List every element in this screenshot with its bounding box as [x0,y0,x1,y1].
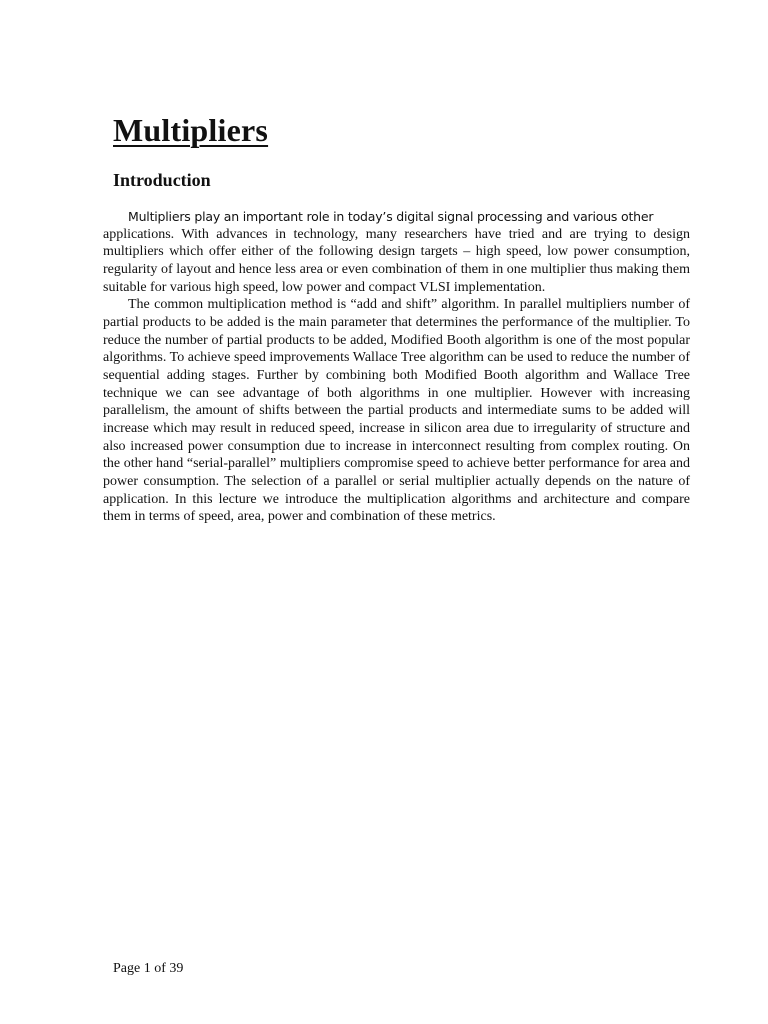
page-number-footer: Page 1 of 39 [113,961,184,976]
body-text [103,208,690,526]
page-title: Multipliers [113,112,269,148]
paragraph-2: The common multiplication method is “add and shift” algorithm. In parallel multipliers number of partial products to be added is the main parameter that determines the performance of the multiplier. To reduce the number of partial products to be added, Modified Booth algorithm is one of the most popular algorithms. To achieve speed improvements Wallace Tree algorithm can be used to reduce the number of sequential adding stages. Further by combining both Modified Booth algorithm and Wallace Tree technique we can see advantage of both algorithms in one multiplier. However with increasing parallelism, the amount of shifts between the partial products and intermediate sums to be added will increase which may result in reduced speed, increase in silicon area due to irregularity of structure and also increased power consumption due to increase in interconnect resulting from complex routing. On the other hand “serial-parallel” multipliers compromise speed to achieve better performance for area and power consumption. The selection of a parallel or serial multiplier actually depends on the nature of application. In this lecture we introduce the multiplication algorithms and architecture and compare them in terms of speed, area, power and combination of these metrics. [103,297,690,525]
paragraph-1-body: applications. With advances in technology, many researchers have tried and are trying to design multipliers which offer either of the following design targets – high speed, low power consumption, regularity of layout and hence less area or even combination of them in one multiplier thus making them suitable for various high speed, low power and compact VLSI implementation. [103,226,690,295]
section-heading: Introduction [113,170,211,190]
paragraph-1-first-line: Multipliers play an important role in today’s digital signal processing and various other [128,209,654,224]
